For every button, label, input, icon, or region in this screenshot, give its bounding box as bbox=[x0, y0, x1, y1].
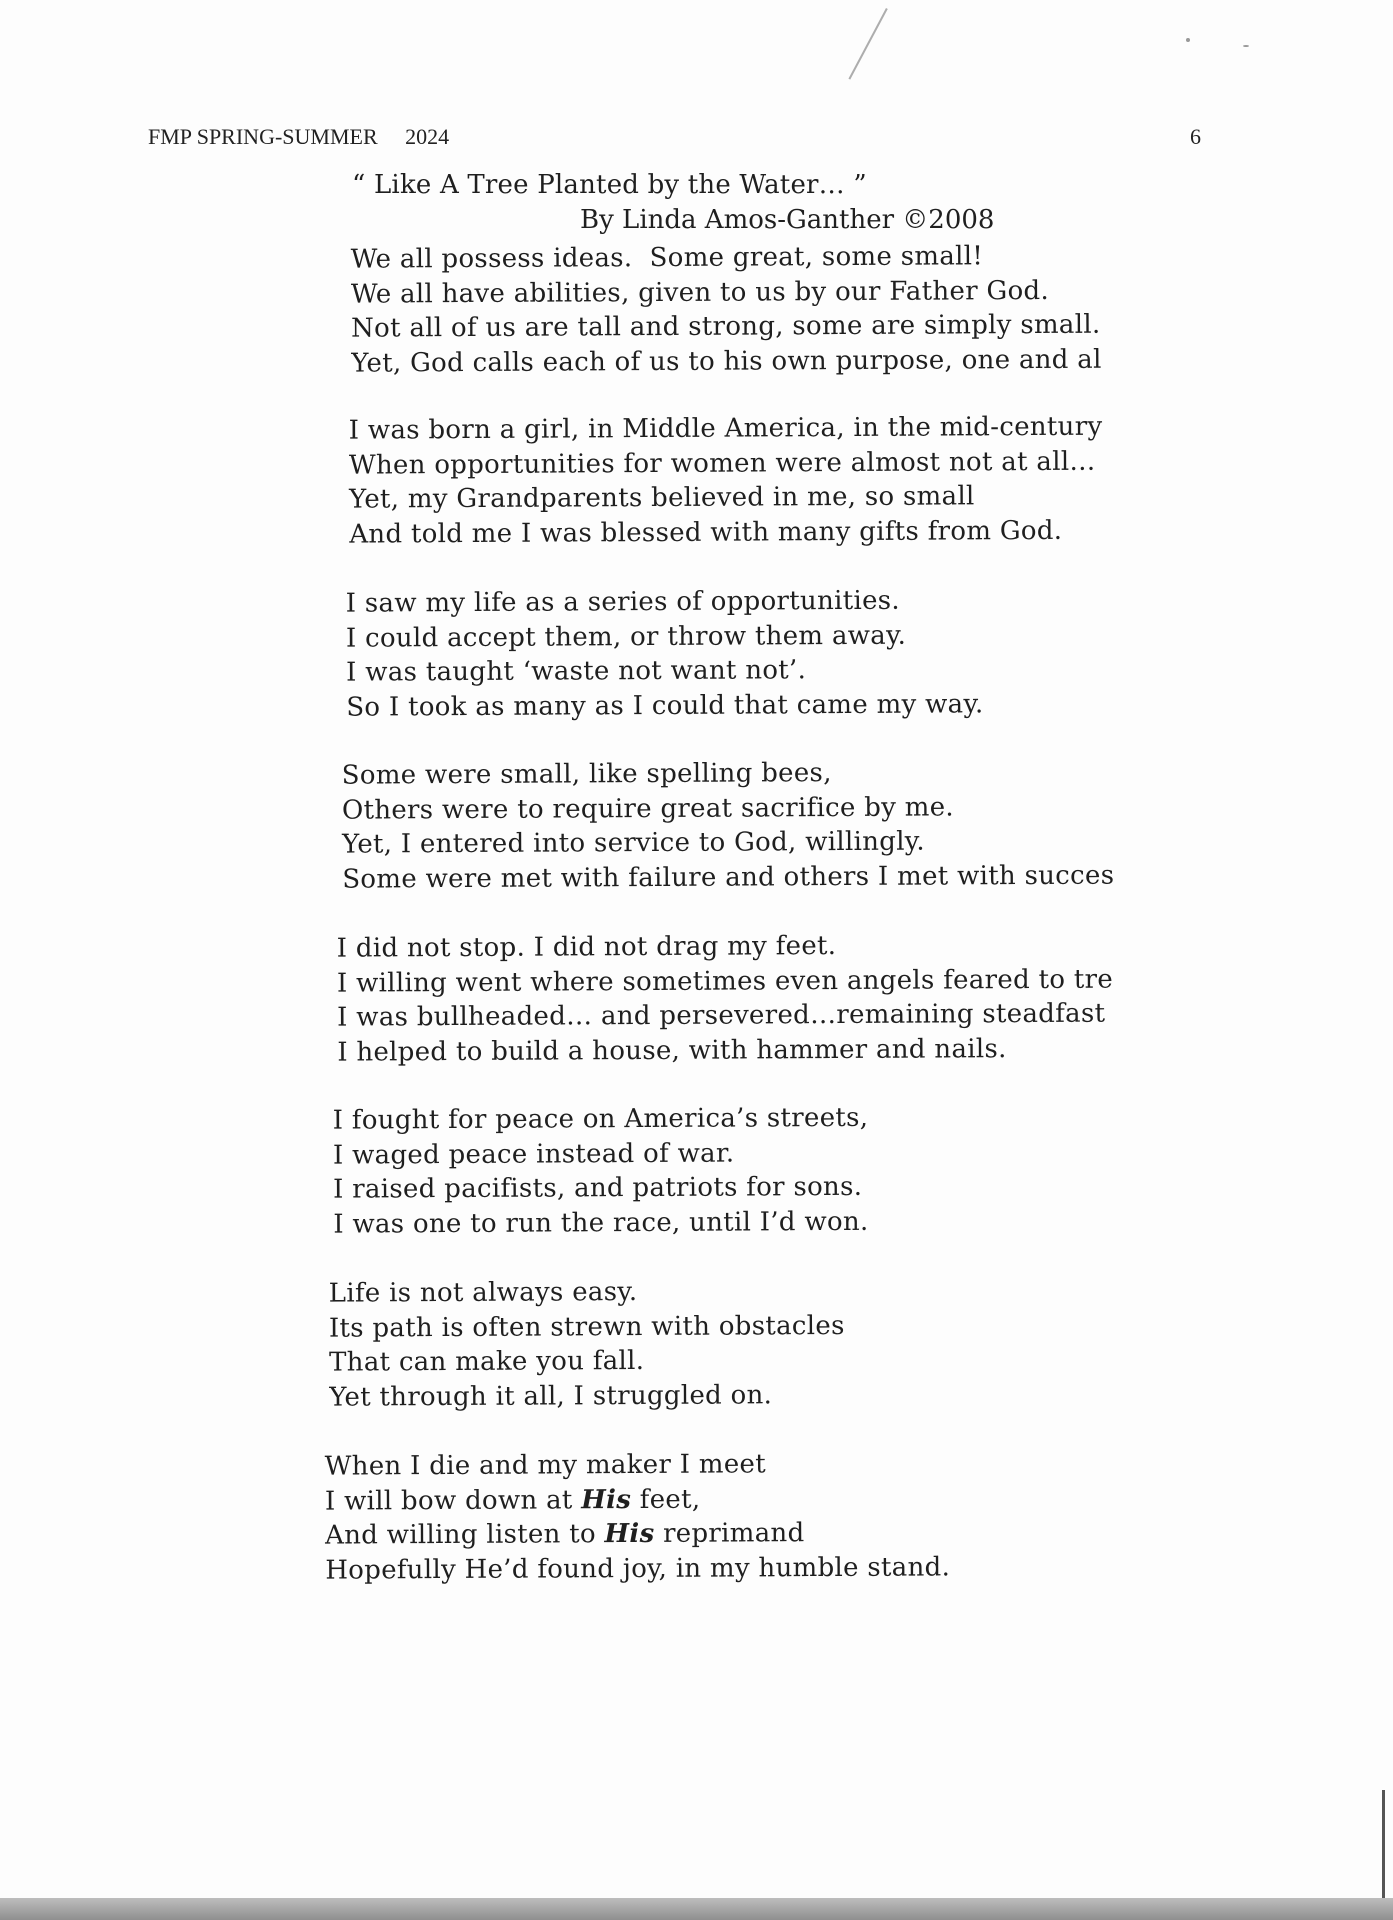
emphasis-his: His bbox=[604, 1518, 655, 1550]
poem-line: Some were met with failure and others I met with succes bbox=[342, 860, 1115, 895]
stanza-5 bbox=[337, 926, 1338, 1069]
poem-line: Yet, my Grandparents believed in me, so small bbox=[349, 481, 975, 515]
stanza-1 bbox=[351, 237, 1352, 380]
page-number: 6 bbox=[1190, 124, 1201, 149]
poem-line: I helped to build a house, with hammer and nails. bbox=[337, 1033, 1007, 1068]
poem-line: Some were small, like spelling bees, bbox=[341, 758, 832, 791]
stanza-7 bbox=[329, 1271, 1330, 1414]
poem-line: Its path is often strewn with obstacles bbox=[328, 1310, 845, 1344]
publication-header: FMP SPRING-SUMMER 2024 bbox=[148, 124, 450, 149]
poem-line: Yet, God calls each of us to his own purpose, one and al bbox=[351, 344, 1102, 379]
stanza-3 bbox=[346, 581, 1347, 724]
poem-line: I was bullheaded… and persevered…remaining steadfast bbox=[337, 998, 1106, 1033]
stanza-8 bbox=[325, 1444, 1326, 1587]
poem-line: So I took as many as I could that came my way. bbox=[346, 688, 984, 723]
poem-line: I willing went where sometimes even angels feared to tre bbox=[336, 964, 1114, 999]
poem-title: “ Like A Tree Planted by the Water… ” bbox=[352, 170, 867, 200]
stanza-6 bbox=[333, 1098, 1334, 1241]
poem-line: Others were to require great sacrifice by me. bbox=[341, 791, 954, 826]
poem-line: Yet, I entered into service to God, willingly. bbox=[342, 826, 925, 860]
poem-line: We all possess ideas. Some great, some small! bbox=[350, 241, 984, 275]
poem-line: And willing listen to His reprimand bbox=[325, 1518, 805, 1551]
poem-byline: By Linda Amos-Ganther ©2008 bbox=[580, 205, 995, 235]
poem-line: When I die and my maker I meet bbox=[324, 1449, 766, 1482]
poem-line: I did not stop. I did not drag my feet. bbox=[336, 931, 837, 964]
poem-line: Hopefully He’d found joy, in my humble stand. bbox=[325, 1551, 951, 1586]
scan-edge-mark bbox=[1382, 1790, 1385, 1898]
poem-line: I fought for peace on America’s streets, bbox=[332, 1102, 869, 1136]
poem-line: I waged peace instead of war. bbox=[332, 1138, 735, 1171]
poem-line: I was one to run the race, until I’d won. bbox=[333, 1206, 869, 1240]
poem-line: Yet through it all, I struggled on. bbox=[329, 1379, 773, 1413]
poem-line: We all have abilities, given to us by our Father God. bbox=[350, 275, 1050, 310]
scan-bottom-band bbox=[0, 1898, 1393, 1920]
scan-speck bbox=[1186, 38, 1190, 42]
poem-line: I could accept them, or throw them away. bbox=[345, 620, 907, 654]
emphasis-his: His bbox=[581, 1484, 632, 1515]
poem-line: I saw my life as a series of opportunities. bbox=[345, 585, 901, 619]
poem-line: I was born a girl, in Middle America, in the mid-century bbox=[348, 411, 1103, 446]
scan-pen-mark bbox=[848, 8, 887, 80]
poem-line: Not all of us are tall and strong, some are simply small. bbox=[351, 309, 1101, 344]
poem-line: I was taught ‘waste not want not’. bbox=[346, 655, 807, 688]
poem-line: Life is not always easy. bbox=[328, 1277, 638, 1309]
scan-speck bbox=[1243, 45, 1249, 47]
stanza-2 bbox=[349, 408, 1350, 551]
poem-line: When opportunities for women were almost not at all… bbox=[348, 446, 1096, 481]
poem-line: And told me I was blessed with many gifts from God. bbox=[349, 515, 1063, 550]
poem-line: I will bow down at His feet, bbox=[324, 1484, 701, 1517]
poem-line: I raised pacifists, and patriots for sons. bbox=[333, 1171, 863, 1205]
poem-line: That can make you fall. bbox=[329, 1345, 645, 1378]
stanza-4 bbox=[342, 753, 1343, 896]
